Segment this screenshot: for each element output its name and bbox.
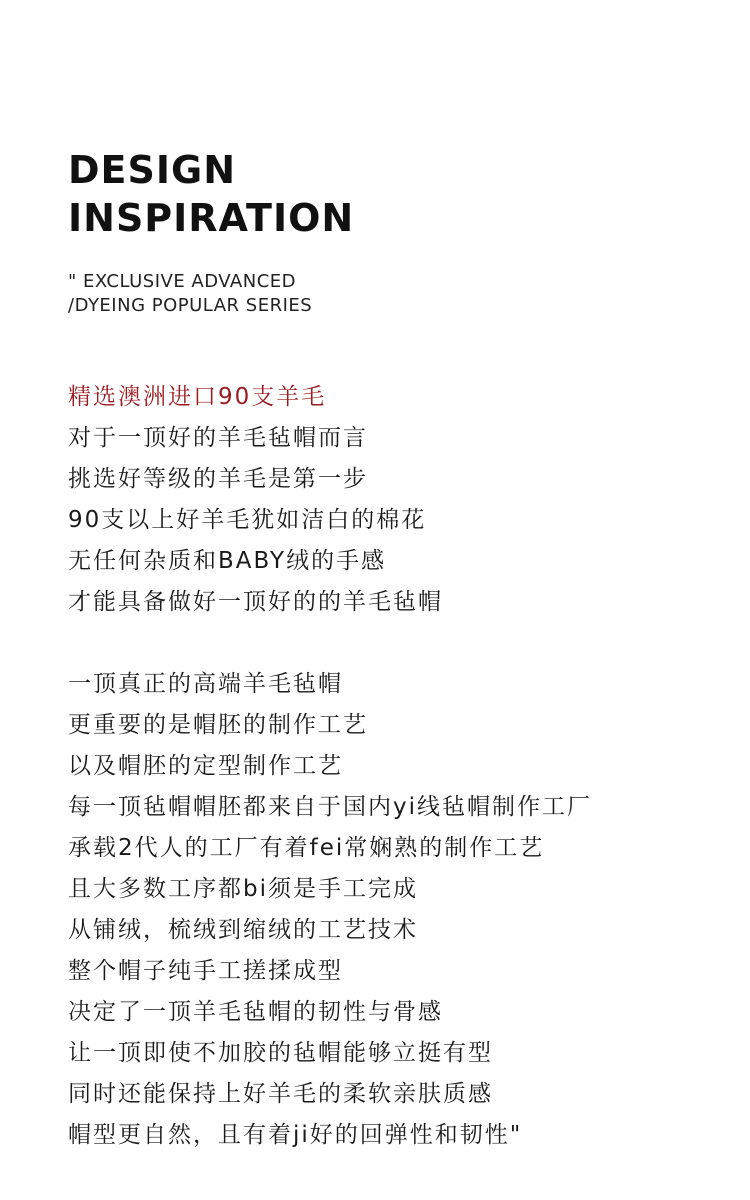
text-line: 让一顶即使不加胶的毡帽能够立挺有型 bbox=[68, 1040, 493, 1066]
text-line: 更重要的是帽胚的制作工艺 bbox=[68, 712, 368, 738]
craftsmanship-section bbox=[68, 664, 592, 1156]
text-line: 以及帽胚的定型制作工艺 bbox=[68, 753, 343, 779]
text-line: 承载2代人的工厂有着fei常娴熟的制作工艺 bbox=[68, 835, 545, 861]
text-line: 帽型更自然，且有着ji好的回弹性和韧性" bbox=[68, 1122, 523, 1148]
section-heading: 精选澳洲进口90支羊毛 bbox=[68, 384, 327, 410]
text-line: 从铺绒，梳绒到缩绒的工艺技术 bbox=[68, 917, 418, 943]
wool-selection-section bbox=[68, 377, 443, 623]
subtitle-line-2: /DYEING POPULAR SERIES bbox=[68, 295, 313, 316]
text-line: 90支以上好羊毛犹如洁白的棉花 bbox=[68, 507, 427, 533]
page-title bbox=[68, 146, 354, 242]
text-line: 一顶真正的高端羊毛毡帽 bbox=[68, 671, 343, 697]
page-subtitle bbox=[68, 270, 312, 318]
text-line: 才能具备做好一顶好的的羊毛毡帽 bbox=[68, 589, 443, 615]
text-line: 整个帽子纯手工搓揉成型 bbox=[68, 958, 343, 984]
text-line: 挑选好等级的羊毛是第一步 bbox=[68, 466, 368, 492]
text-line: 同时还能保持上好羊毛的柔软亲肤质感 bbox=[68, 1081, 493, 1107]
title-line-2: INSPIRATION bbox=[68, 196, 355, 240]
text-line: 决定了一顶羊毛毡帽的韧性与骨感 bbox=[68, 999, 443, 1025]
text-line: 对于一顶好的羊毛毡帽而言 bbox=[68, 425, 368, 451]
subtitle-line-1: " EXCLUSIVE ADVANCED bbox=[68, 271, 297, 292]
title-line-1: DESIGN bbox=[68, 148, 237, 192]
text-line: 无任何杂质和BABY绒的手感 bbox=[68, 548, 387, 574]
text-line: 每一顶毡帽帽胚都来自于国内yi线毡帽制作工厂 bbox=[68, 794, 593, 820]
text-line: 且大多数工序都bi须是手工完成 bbox=[68, 876, 418, 902]
